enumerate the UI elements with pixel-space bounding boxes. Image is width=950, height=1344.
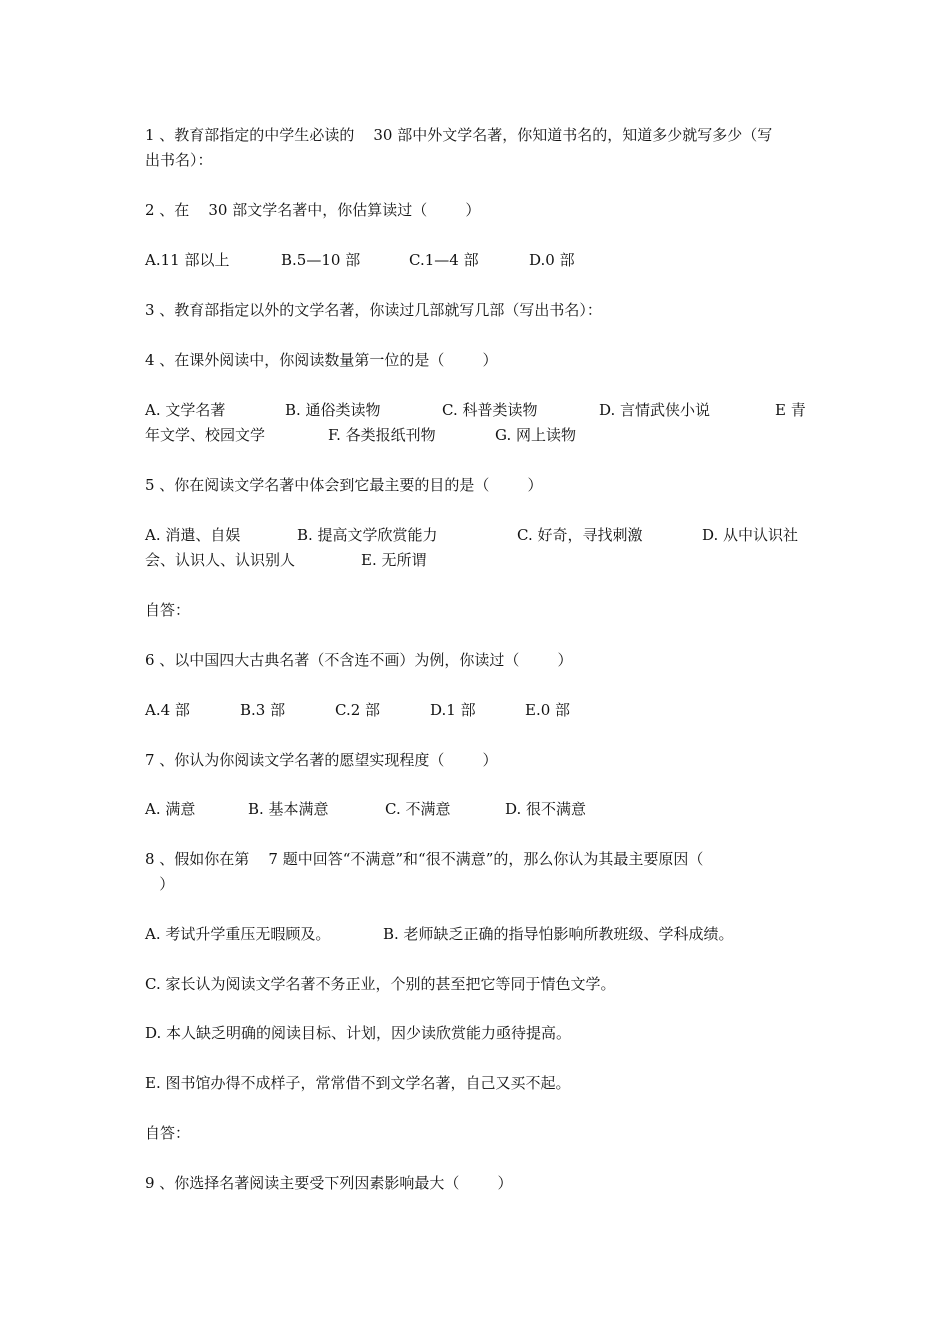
question-4: 4 、在课外阅读中，你阅读数量第一位的是（ ） [145, 351, 498, 369]
option: B. 基本满意 [248, 800, 329, 818]
option: A.4 部 [145, 701, 190, 719]
option: F. 各类报纸刊物 [328, 426, 436, 444]
question-8-option-c: C. 家长认为阅读文学名著不务正业，个别的甚至把它等同于情色文学。 [145, 975, 616, 993]
option: B.3 部 [240, 701, 286, 719]
option: C. 科普类读物 [442, 401, 538, 419]
option: B. 老师缺乏正确的指导怕影响所教班级、学科成绩。 [383, 925, 734, 943]
option: A. 文学名著 [145, 401, 226, 419]
question-2: 2 、在 30 部文学名著中，你估算读过（ ） [145, 201, 481, 219]
option: D.1 部 [430, 701, 476, 719]
option: C. 好奇，寻找刺激 [517, 526, 643, 544]
question-8-line-1: 8 、假如你在第 7 题中回答“不满意”和“很不满意”的，那么你认为其最主要原因（ [145, 850, 704, 868]
option: 会、认识人、认识别人 [145, 551, 296, 569]
option: D. 很不满意 [505, 800, 587, 818]
option: C.2 部 [335, 701, 381, 719]
option: C. 不满意 [385, 800, 451, 818]
question-1-line-2: 出书名）： [145, 151, 213, 169]
option: A. 消遣、自娱 [145, 526, 241, 544]
option: E. 无所谓 [361, 551, 427, 569]
question-5: 5 、你在阅读文学名著中体会到它最主要的目的是（ ） [145, 476, 543, 494]
question-7: 7 、你认为你阅读文学名著的愿望实现程度（ ） [145, 751, 498, 769]
self-answer-label: 自答： [145, 601, 191, 619]
option: A. 满意 [145, 800, 196, 818]
option: E.0 部 [525, 701, 571, 719]
question-9: 9 、你选择名著阅读主要受下列因素影响最大（ ） [145, 1174, 513, 1192]
option: G. 网上读物 [495, 426, 576, 444]
option: B. 提高文学欣赏能力 [297, 526, 438, 544]
question-8-line-2: ） [145, 875, 175, 893]
option: B.5—10 部 [281, 251, 361, 269]
question-1-line-1: 1 、教育部指定的中学生必读的 30 部中外文学名著，你知道书名的，知道多少就写多少（写 [145, 126, 773, 144]
option: C.1—4 部 [409, 251, 479, 269]
option: A.11 部以上 [145, 251, 230, 269]
option: B. 通俗类读物 [285, 401, 381, 419]
option: D.0 部 [529, 251, 575, 269]
option: A. 考试升学重压无暇顾及。 [145, 925, 331, 943]
option: 年文学、校园文学 [145, 426, 266, 444]
question-3: 3 、教育部指定以外的文学名著，你读过几部就写几部（写出书名）： [145, 301, 602, 319]
self-answer-label: 自答： [145, 1124, 191, 1142]
question-8-option-d: D. 本人缺乏明确的阅读目标、计划，因少读欣赏能力亟待提高。 [145, 1024, 572, 1042]
question-8-option-e: E. 图书馆办得不成样子，常常借不到文学名著，自己又买不起。 [145, 1074, 571, 1092]
option: E 青 [775, 401, 806, 419]
question-6: 6 、以中国四大古典名著（不含连不画）为例，你读过（ ） [145, 651, 573, 669]
option: D. 从中认识社 [702, 526, 799, 544]
option: D. 言情武侠小说 [599, 401, 711, 419]
